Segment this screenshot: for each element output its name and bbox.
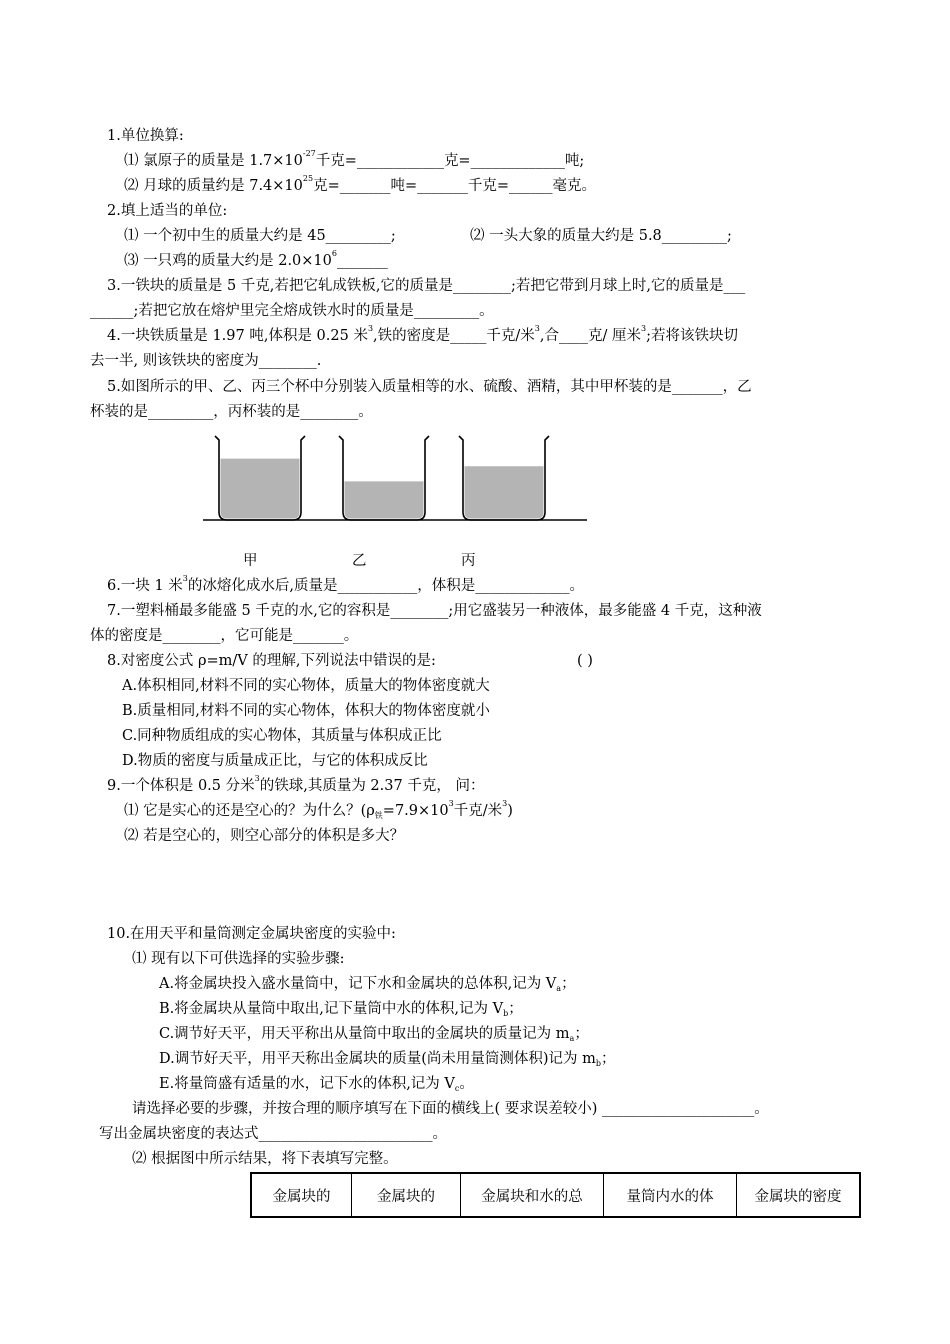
q10-part2: ⑵ 根据图中所示结果，将下表填写完整。 bbox=[132, 1151, 398, 1167]
q6-line: 6.一块 1 米$^3$的冰熔化成水后,质量是___________，体积是_____________。 bbox=[107, 574, 584, 594]
q8-option-a: A.体积相同,材料不同的实心物体，质量大的物体密度就大 bbox=[122, 678, 490, 694]
q1-title: 1.单位换算: bbox=[107, 128, 184, 144]
q1-part1: ⑴ 氯原子的质量是 $1.7\times 10^{-27}$千克=____________克=_____________吨; bbox=[124, 149, 585, 169]
table-header-cell: 金属块的 bbox=[352, 1173, 461, 1217]
q4-line1: 4.一块铁质量是 1.97 吨,体积是 0.25 米$^3$,铁的密度是_____千克/米$^3$,合____克/ 厘米$^3$;若将该铁块切 bbox=[107, 324, 738, 344]
q10-step-a: A.将金属块投入盛水量筒中，记下水和金属块的总体积,记为 Va； bbox=[159, 976, 576, 993]
beaker-label-yi: 乙 bbox=[352, 553, 367, 569]
table-header-cell: 金属块的 bbox=[251, 1173, 352, 1217]
q10-density-expression: 写出金属块密度的表达式________________________。 bbox=[99, 1126, 447, 1142]
result-table bbox=[250, 1172, 861, 1218]
table-row bbox=[251, 1173, 860, 1217]
beaker-jia-liquid bbox=[221, 459, 300, 519]
q10-step-b: B.将金属块从量筒中取出,记下量筒中水的体积,记为 Vb； bbox=[159, 1001, 523, 1018]
beaker-bing-liquid bbox=[465, 466, 544, 518]
q1-part2: ⑵ 月球的质量约是 $7.4\times 10^{25}$克=_______吨=_______千克=______毫克。 bbox=[124, 174, 597, 194]
q8-option-d: D.物质的密度与质量成正比，与它的体积成反比 bbox=[122, 753, 428, 769]
q3-line2: ______;若把它放在熔炉里完全熔成铁水时的质量是_________。 bbox=[90, 303, 494, 319]
q4-line2: 去一半, 则该铁块的密度为________. bbox=[90, 353, 322, 369]
beaker-yi-liquid bbox=[345, 481, 424, 518]
q8-option-c: C.同种物质组成的实心物体，其质量与体积成正比 bbox=[122, 728, 442, 744]
q2-part2: ⑵ 一头大象的质量大约是 5.8_________; bbox=[470, 228, 732, 244]
q8-option-b: B.质量相同,材料不同的实心物体，体积大的物体密度就小 bbox=[122, 703, 490, 719]
q7-line2: 体的密度是________，它可能是_______。 bbox=[90, 628, 359, 644]
q10-part1: ⑴ 现有以下可供选择的实验步骤: bbox=[132, 951, 345, 967]
q2-title: 2.填上适当的单位: bbox=[107, 203, 228, 219]
q2-part3: ⑶ 一只鸡的质量大约是 $2.0\times 10^6\_\_\_\_\_\_\_$ bbox=[124, 249, 388, 269]
table-header-cell: 量筒内水的体 bbox=[604, 1173, 737, 1217]
q10-step-e: E.将量筒盛有适量的水，记下水的体积,记为 Vc。 bbox=[159, 1076, 474, 1093]
q8-answer-paren: ( ) bbox=[577, 653, 593, 669]
q10-choose-steps: 请选择必要的步骤，并按合理的顺序填写在下面的横线上( 要求误差较小) _____________________。 bbox=[132, 1101, 769, 1117]
q7-line1: 7.一塑料桶最多能盛 5 千克的水,它的容积是________;用它盛装另一种液体，最多能盛 4 千克，这种液 bbox=[107, 603, 762, 619]
q10-stem: 10.在用天平和量筒测定金属块密度的实验中: bbox=[107, 926, 396, 942]
q10-step-d: D.调节好天平，用平天称出金属块的质量(尚未用量筒测体积)记为 mb； bbox=[159, 1051, 616, 1068]
q3-line1: 3.一铁块的质量是 5 千克,若把它轧成铁板,它的质量是________;若把它带到月球上时,它的质量是___ bbox=[107, 278, 746, 294]
beakers-figure bbox=[195, 430, 595, 530]
q2-part1: ⑴ 一个初中生的质量大约是 45_________; bbox=[124, 228, 396, 244]
table-header-cell: 金属块的密度 bbox=[737, 1173, 861, 1217]
table-header-cell: 金属块和水的总 bbox=[461, 1173, 604, 1217]
q5-line1: 5.如图所示的甲、乙、丙三个杯中分别装入质量相等的水、硫酸、酒精，其中甲杯装的是_______，乙 bbox=[107, 379, 752, 395]
beaker-label-bing: 丙 bbox=[461, 553, 476, 569]
q9-part2: ⑵ 若是空心的，则空心部分的体积是多大？ bbox=[124, 828, 405, 844]
q5-line2: 杯装的是_________，丙杯装的是________。 bbox=[90, 404, 373, 420]
beaker-label-jia: 甲 bbox=[243, 553, 258, 569]
q9-part1: ⑴ 它是实心的还是空心的？为什么？(ρ铁$=7.9\times 10^3$千克/米$^3$) bbox=[124, 799, 513, 820]
q9-stem: 9.一个体积是 0.5 分米$^3$的铁球,其质量为 2.37 千克， 问： bbox=[107, 774, 485, 794]
q8-stem: 8.对密度公式 ρ=m/V 的理解,下列说法中错误的是: bbox=[107, 653, 436, 669]
q10-step-c: C.调节好天平，用天平称出从量筒中取出的金属块的质量记为 ma； bbox=[159, 1026, 589, 1043]
